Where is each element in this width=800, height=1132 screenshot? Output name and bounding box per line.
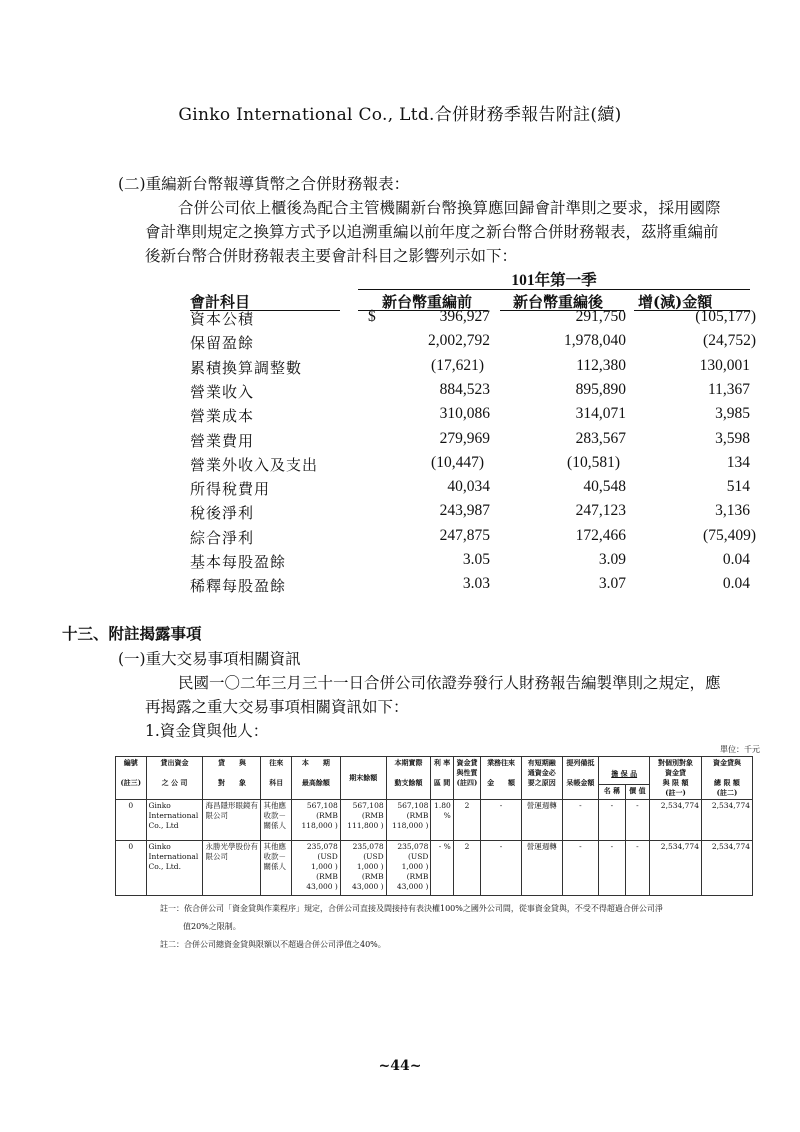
header-max-balance: 本 期 最高餘額: [292, 757, 341, 800]
row-max-balance: 567,108 (RMB 118,000 ): [292, 800, 341, 841]
row-limit-single: 2,534,774: [650, 841, 702, 896]
header-limit-total: 資金貸與 總 限 額 (註二): [701, 757, 752, 800]
header-collateral-name: 名 稱: [599, 784, 625, 799]
row-item-label: 營業費用: [190, 431, 255, 450]
column-header-before: 新台幣重編前: [382, 293, 473, 311]
row-collateral-value: -: [625, 800, 649, 841]
row-diff-value: 0.04: [722, 575, 750, 593]
row-diff-value: (75,409): [703, 526, 756, 544]
row-after-value: 40,548: [583, 478, 626, 496]
row-collateral-name: -: [599, 841, 625, 896]
row-after-value: 172,466: [575, 526, 626, 544]
row-item-label: 稅後淨利: [190, 504, 255, 523]
header-reason: 有短期融 通資金必 要之原因: [521, 757, 562, 800]
restatement-row: [190, 551, 750, 575]
page-number: ~44~: [378, 1058, 422, 1074]
row-diff-value: 3,985: [715, 405, 750, 423]
row-before-value: 310,086: [439, 405, 490, 423]
currency-symbol: $: [368, 308, 376, 325]
row-diff-value: (105,177): [695, 308, 756, 325]
restatement-row: [190, 478, 750, 502]
row-before-value: 243,987: [439, 502, 490, 520]
row-collateral-name: -: [599, 800, 625, 841]
section13-heading: 十三、附註揭露事項: [62, 625, 202, 643]
row-item-label: 累積換算調整數: [190, 358, 303, 377]
header-collateral-value: 價 值: [625, 784, 649, 799]
row-after-value: 3.09: [598, 551, 626, 568]
row-business-amount: -: [481, 841, 522, 896]
section13-subheading: (一)重大交易事項相關資訊: [118, 650, 301, 668]
row-no: 0: [116, 841, 147, 896]
page-title: Ginko International Co., Ltd.合併財務季報告附註(續): [178, 105, 622, 125]
note-1-line-2: 值20%之限制。: [183, 922, 241, 931]
row-after-value: 283,567: [575, 429, 626, 447]
restatement-paragraph-line-3: 後新台幣合併財務報表主要會計科目之影響列示如下：: [145, 247, 518, 265]
row-before-value: 884,523: [439, 380, 490, 398]
column-header-diff: 增(減)金額: [638, 293, 713, 311]
header-borrower: 貸 與 對 象: [203, 757, 261, 800]
row-before-value: 40,034: [447, 478, 490, 496]
row-after-value: 247,123: [575, 502, 626, 520]
row-allowance: -: [562, 841, 599, 896]
header-ending-balance: 期末餘額: [340, 757, 386, 800]
period-underline: [358, 289, 750, 290]
restatement-paragraph-line-2: 會計準則規定之換算方式予以追溯重編以前年度之新台幣合併財務報表，茲將重編前: [145, 223, 719, 241]
restatement-row: [190, 454, 750, 478]
row-limit-total: 2,534,774: [701, 841, 752, 896]
row-after-value: 3.07: [598, 575, 626, 593]
row-before-value: 3.03: [462, 575, 490, 593]
row-nature: 2: [453, 841, 480, 896]
restatement-row: [190, 575, 750, 599]
restatement-paragraph-line-1: 合併公司依上櫃後為配合主管機關新台幣換算應回歸會計準則之要求，採用國際: [178, 199, 721, 217]
header-actual: 本期實際 動支餘額: [386, 757, 431, 800]
row-borrower: 海昌隱形眼鏡有限公司: [203, 800, 261, 841]
row-diff-value: 134: [726, 453, 750, 471]
row-account: 其他應收款－關係人: [261, 800, 292, 841]
header-collateral: 擔 保 品: [599, 757, 650, 785]
row-no: 0: [116, 800, 147, 841]
row-collateral-value: -: [625, 841, 649, 896]
row-diff-value: 3,136: [715, 502, 750, 520]
row-borrower: 永勝光學股份有限公司: [203, 841, 261, 896]
row-item-label: 所得稅費用: [190, 480, 271, 499]
row-reason: 營運週轉: [521, 841, 562, 896]
header-rate: 利 率 區 間: [431, 757, 453, 800]
row-allowance: -: [562, 800, 599, 841]
header-account: 往來 科目: [261, 757, 292, 800]
row-item-label: 基本每股盈餘: [190, 553, 287, 571]
row-before-value: 247,875: [439, 526, 490, 544]
restatement-row: [190, 308, 756, 332]
note-1-line-1: 註一：依合併公司「資金貸與作業程序」規定，合併公司直接及間接持有表決權100%之國外公司間，從事資金貸與，不受不得超過合併公司淨: [160, 904, 663, 913]
restatement-row: [190, 332, 756, 356]
section13-paragraph-line-1: 民國一〇二年三月三十一日合併公司依證券發行人財務報告編製準則之規定，應: [178, 674, 721, 692]
row-item-label: 保留盈餘: [190, 334, 255, 353]
row-item-label: 稀釋每股盈餘: [190, 577, 287, 596]
restatement-row: [190, 381, 750, 405]
note-2: 註二：合併公司總資金貸與限額以不超過合併公司淨值之40%。: [160, 940, 386, 949]
row-before-value: 279,969: [439, 429, 490, 447]
row-max-balance: 235,078 (USD 1,000 ) (RMB 43,000 ): [292, 841, 341, 896]
row-item-label: 綜合淨利: [190, 528, 255, 547]
row-before-value: (10,447): [431, 453, 484, 471]
row-item-label: 營業收入: [190, 382, 255, 401]
header-lender: 貸出資金 之 公 司: [146, 757, 203, 800]
row-reason: 營運週轉: [521, 800, 562, 841]
row-after-value: 895,890: [575, 380, 626, 398]
restatement-row: [190, 405, 750, 429]
header-limit-single: 對個別對象 資金貸 與 限 額 (註一): [650, 757, 702, 800]
row-diff-value: (24,752): [703, 332, 756, 350]
row-item-label: 營業成本: [190, 407, 255, 426]
row-business-amount: -: [481, 800, 522, 841]
header-allowance: 提列備抵 呆帳金額: [562, 757, 599, 800]
restatement-heading: (二)重編新台幣報導貨幣之合併財務報表：: [118, 175, 410, 193]
row-after-value: 314,071: [575, 405, 626, 423]
row-before-value: (17,621): [431, 356, 484, 374]
row-actual-balance: 235,078 (USD 1,000 ) (RMB 43,000 ): [386, 841, 431, 896]
section13-paragraph-line-2: 再揭露之重大交易事項相關資訊如下：: [145, 698, 409, 716]
row-lender: Ginko International Co., Ltd: [146, 800, 203, 841]
row-ending-balance: 235,078 (USD 1,000 ) (RMB 43,000 ): [340, 841, 386, 896]
header-business-amount: 業務往來 金 額: [481, 757, 522, 800]
loan-table: [115, 756, 753, 896]
row-limit-single: 2,534,774: [650, 800, 702, 841]
row-account: 其他應收款－關係人: [261, 841, 292, 896]
header-no: 編號 (註三): [116, 757, 147, 800]
row-nature: 2: [453, 800, 480, 841]
row-before-value: 396,927: [439, 308, 490, 325]
restatement-row: [190, 502, 750, 526]
restatement-row: [190, 526, 756, 551]
unit-label: 單位：千元: [720, 745, 760, 754]
restatement-row: [190, 430, 750, 454]
row-before-value: 3.05: [462, 551, 490, 568]
row-ending-balance: 567,108 (RMB 111,800 ): [340, 800, 386, 841]
row-rate: 1.80 %: [431, 800, 453, 841]
column-header-item: 會計科目: [190, 293, 251, 311]
row-diff-value: 3,598: [715, 429, 750, 447]
row-diff-value: 514: [726, 478, 750, 496]
row-item-label: 營業外收入及支出: [190, 455, 319, 474]
row-rate: - %: [431, 841, 453, 896]
loan-row: [116, 800, 753, 841]
row-after-value: 112,380: [576, 356, 626, 374]
row-after-value: (10,581): [567, 453, 620, 471]
header-nature: 資金貸 與性質 (註四): [453, 757, 480, 800]
loan-item-heading: 1.資金貸與他人：: [145, 722, 269, 740]
row-item-label: 資本公積: [190, 310, 255, 328]
restatement-row: [190, 357, 750, 381]
row-diff-value: 130,001: [699, 356, 750, 374]
row-lender: Ginko International Co., Ltd.: [146, 841, 203, 896]
period-header: 101年第一季: [511, 272, 597, 289]
loan-row: [116, 841, 753, 896]
row-diff-value: 0.04: [722, 551, 750, 568]
row-before-value: 2,002,792: [428, 332, 490, 350]
column-header-after: 新台幣重編後: [513, 293, 604, 311]
row-limit-total: 2,534,774: [701, 800, 752, 841]
row-diff-value: 11,367: [707, 380, 750, 398]
row-actual-balance: 567,108 (RMB 118,000 ): [386, 800, 431, 841]
row-after-value: 291,750: [575, 308, 626, 325]
row-after-value: 1,978,040: [564, 332, 626, 350]
